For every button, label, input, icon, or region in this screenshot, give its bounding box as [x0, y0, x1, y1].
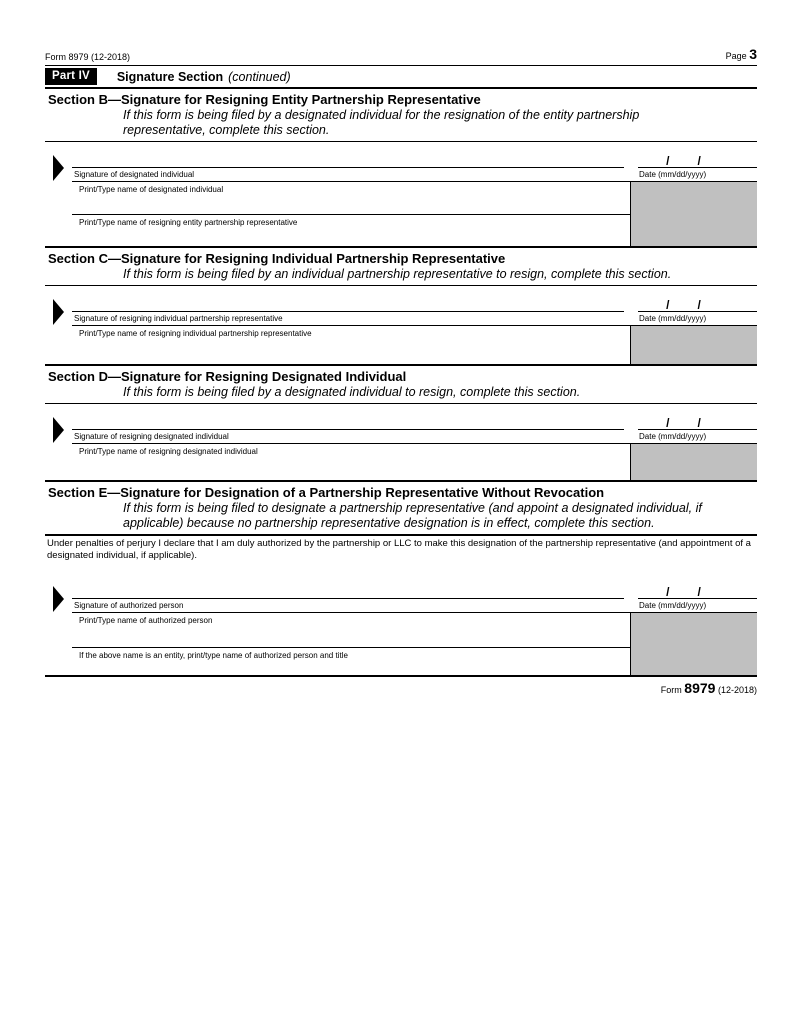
section-title: Section B—Signature for Resigning Entity Partnership Representative [48, 92, 481, 107]
signature-arrow-icon [53, 299, 64, 325]
signature-label: Signature of resigning individual partnership representative [74, 314, 283, 323]
form-section [45, 248, 757, 366]
page-number [726, 46, 757, 62]
print-rows [72, 613, 630, 675]
perjury-statement: Under penalties of perjury I declare that I am duly authorized by the partnership or LLC to make this designation of the partnership representative (and appointment of a designated individual, if applicable). [47, 538, 751, 561]
date-line[interactable] [638, 586, 757, 599]
shaded-box [630, 182, 757, 246]
shaded-box [630, 613, 757, 675]
form-number-header: Form 8979 (12-2018) [45, 52, 131, 62]
page-number-value: 3 [749, 46, 757, 62]
date-slash: / [666, 416, 670, 430]
form-section [45, 482, 757, 675]
signature-row [45, 404, 757, 443]
print-name-field[interactable]: Print/Type name of resigning entity partnership representative [72, 214, 630, 246]
shaded-box [630, 444, 757, 480]
signature-line[interactable] [72, 417, 624, 430]
date-slash: / [697, 298, 701, 312]
date-slash: / [666, 154, 670, 168]
date-label: Date (mm/dd/yyyy) [639, 314, 707, 323]
print-rows [72, 182, 630, 246]
section-title: Section D—Signature for Resigning Designated Individual [48, 369, 407, 384]
print-rows [72, 326, 630, 364]
print-name-field[interactable]: Print/Type name of resigning designated individual [79, 447, 258, 456]
part-iv-bar [45, 66, 757, 89]
signature-label: Signature of resigning designated individual [74, 432, 229, 441]
print-name-field[interactable]: Print/Type name of authorized person [79, 616, 213, 625]
print-name-field[interactable]: Print/Type name of designated individual [79, 185, 224, 194]
date-slash: / [697, 416, 701, 430]
signature-cell [72, 155, 624, 181]
signature-arrow-icon [53, 417, 64, 443]
date-label: Date (mm/dd/yyyy) [639, 432, 707, 441]
date-label: Date (mm/dd/yyyy) [639, 601, 707, 610]
date-cell [630, 155, 757, 181]
signature-cell [72, 586, 624, 612]
date-line[interactable] [638, 299, 757, 312]
print-block [72, 612, 757, 675]
date-cell [630, 586, 757, 612]
section-title: Section E—Signature for Designation of a Partnership Representative Without Revocation [48, 485, 605, 500]
section-instructions: If this form is being filed by a designated individual for the resignation of the entity partnership representative, complete this section. [123, 108, 640, 137]
print-block [72, 181, 757, 246]
page-footer [45, 677, 757, 696]
section-instructions: If this form is being filed to designate a partnership representative (and appoint a designated individual, if applicable) because no partnership representative designation is in effect, complete this section. [123, 501, 702, 530]
footer-form-number: 8979 [684, 680, 716, 696]
signature-line[interactable] [72, 299, 624, 312]
print-block [72, 443, 757, 480]
footer-form-revision: (12-2018) [717, 685, 757, 695]
signature-row [45, 564, 757, 612]
date-cell [630, 417, 757, 443]
signature-line[interactable] [72, 155, 624, 168]
print-rows [72, 444, 630, 480]
signature-row [45, 142, 757, 181]
part-iv-chip: Part IV [45, 68, 97, 85]
print-name-field[interactable]: Print/Type name of resigning individual partnership representative [79, 329, 312, 338]
signature-arrow-icon [53, 155, 64, 181]
section-instructions: If this form is being filed by an individual partnership representative to resign, complete this section. [123, 267, 672, 281]
signature-label: Signature of authorized person [74, 601, 184, 610]
signature-row [45, 286, 757, 325]
section-title: Section C—Signature for Resigning Individual Partnership Representative [48, 251, 506, 266]
date-slash: / [697, 585, 701, 599]
signature-cell [72, 417, 624, 443]
date-line[interactable] [638, 155, 757, 168]
form-section [45, 89, 757, 248]
sections-container [45, 89, 757, 675]
print-name-field[interactable]: If the above name is an entity, print/type name of authorized person and title [72, 647, 630, 675]
print-block [72, 325, 757, 364]
page-label: Page [725, 51, 747, 61]
footer-form-label: Form [660, 685, 682, 695]
signature-label: Signature of designated individual [74, 170, 195, 179]
date-label: Date (mm/dd/yyyy) [639, 170, 707, 179]
shaded-box [630, 326, 757, 364]
date-slash: / [697, 154, 701, 168]
date-line[interactable] [638, 417, 757, 430]
signature-arrow-icon [53, 586, 64, 612]
part-iv-title: Signature Section [116, 69, 224, 84]
date-slash: / [666, 585, 670, 599]
date-cell [630, 299, 757, 325]
date-slash: / [666, 298, 670, 312]
part-iv-continued: (continued) [228, 69, 291, 84]
signature-cell [72, 299, 624, 325]
signature-line[interactable] [72, 586, 624, 599]
section-instructions: If this form is being filed by a designated individual to resign, complete this section. [123, 385, 581, 399]
form-section [45, 366, 757, 482]
page-header [45, 46, 757, 65]
